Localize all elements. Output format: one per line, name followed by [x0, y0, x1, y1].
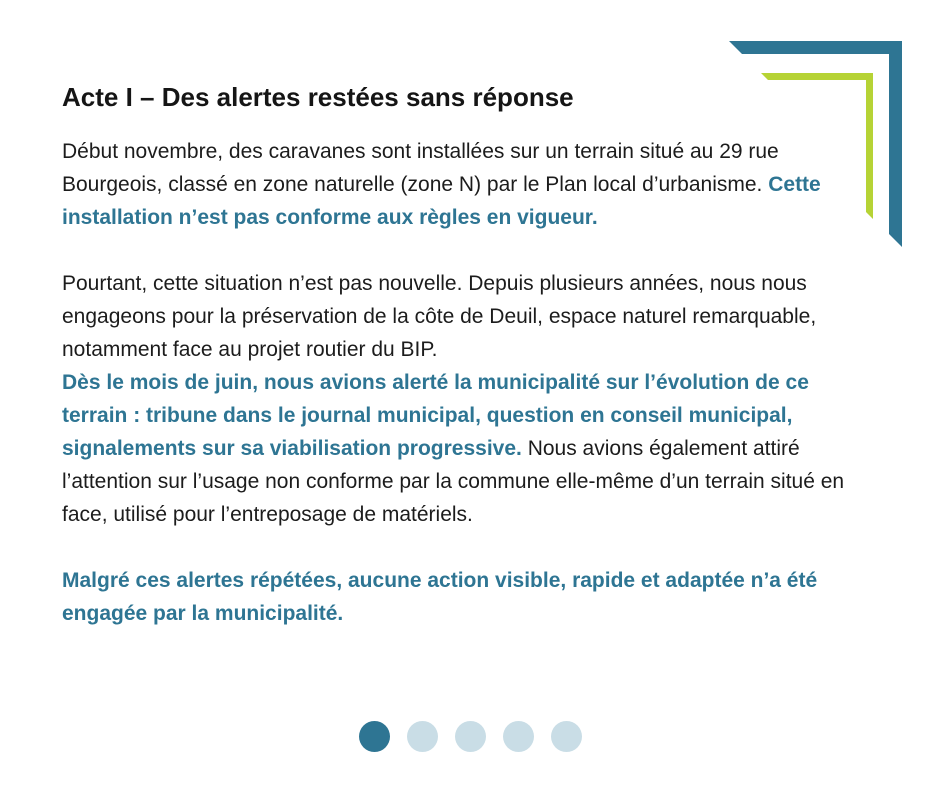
- paragraph-2-text: Pourtant, cette situation n’est pas nouvelle. Depuis plusieurs années, nous nous engageons pour la préservation de la côte de Deuil, espace naturel remarquable, notamment face au projet routier du BIP.: [62, 272, 817, 361]
- paragraph-1: [62, 135, 862, 234]
- article: [62, 80, 862, 630]
- carousel-dot-4[interactable]: [503, 721, 534, 752]
- paragraph-1-text: Début novembre, des caravanes sont installées sur un terrain situé au 29 rue Bourgeois, classé en zone naturelle (zone N) par le Plan local d’urbanisme.: [62, 140, 779, 196]
- carousel-dot-5[interactable]: [551, 721, 582, 752]
- carousel-dot-2[interactable]: [407, 721, 438, 752]
- paragraph-3-highlight: Malgré ces alertes répétées, aucune action visible, rapide et adaptée n’a été engagée par la municipalité.: [62, 569, 818, 625]
- spacer: [62, 234, 862, 267]
- paragraph-2-highlight: Dès le mois de juin, nous avions alerté la municipalité sur l’évolution de ce terrain : tribune dans le journal municipal, question en conseil municipal, signalements sur sa viabilisation progressive.: [62, 371, 809, 460]
- article-title: Acte I – Des alertes restées sans réponse: [62, 82, 574, 112]
- paragraph-1-highlight: Cette installation n’est pas conforme aux règles en vigueur.: [62, 173, 821, 229]
- carousel-dot-3[interactable]: [455, 721, 486, 752]
- paragraph-2: [62, 267, 862, 531]
- spacer: [62, 531, 862, 564]
- carousel-pagination: [359, 721, 582, 752]
- paragraph-2-text-end: Nous avions également attiré l’attention sur l’usage non conforme par la commune elle-même d’un terrain situé en face, utilisé pour l’entreposage de matériels.: [62, 437, 845, 526]
- carousel-dot-1[interactable]: [359, 721, 390, 752]
- paragraph-3: [62, 564, 862, 630]
